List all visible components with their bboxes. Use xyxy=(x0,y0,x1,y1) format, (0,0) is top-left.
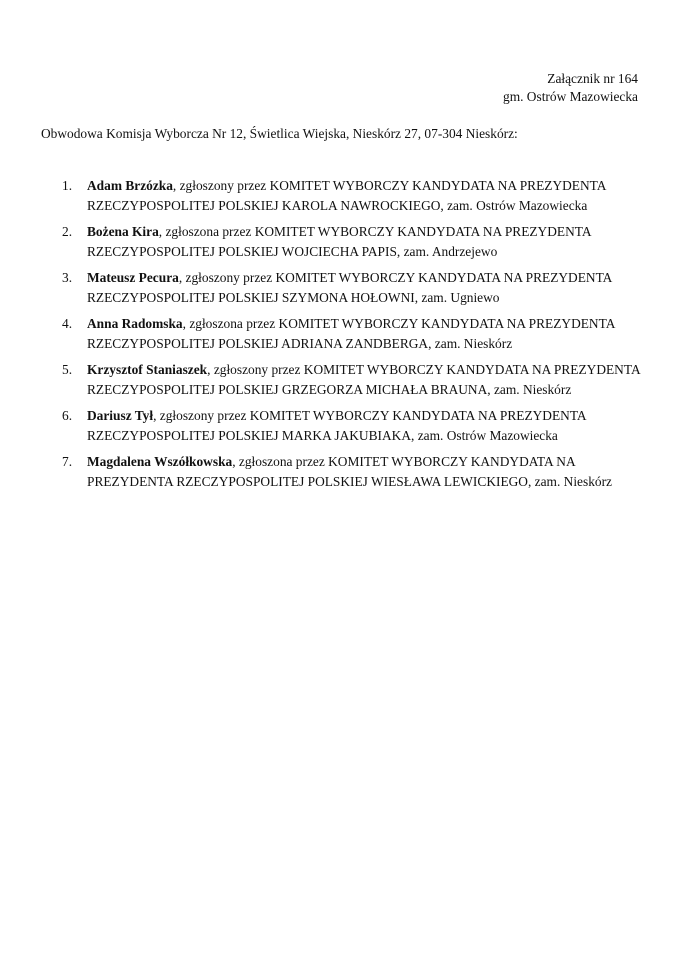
member-number: 4. xyxy=(62,316,73,331)
member-name: Krzysztof Staniaszek xyxy=(87,362,208,377)
member-number: 5. xyxy=(62,362,73,377)
member-item-5 xyxy=(41,360,641,400)
member-details: , zgłoszony przez KOMITET WYBORCZY KANDYDATA NA PREZYDENTA RZECZYPOSPOLITEJ POLSKIEJ SZYMONA HOŁOWNI, zam. Ugniewo xyxy=(87,270,612,305)
municipality: gm. Ostrów Mazowiecka xyxy=(503,89,638,104)
member-number: 1. xyxy=(62,178,73,193)
member-name: Anna Radomska xyxy=(87,316,183,331)
member-details: , zgłoszony przez KOMITET WYBORCZY KANDYDATA NA PREZYDENTA RZECZYPOSPOLITEJ POLSKIEJ MARKA JAKUBIAKA, zam. Ostrów Mazowiecka xyxy=(87,408,586,443)
member-list xyxy=(41,176,641,498)
member-details: , zgłoszona przez KOMITET WYBORCZY KANDYDATA NA PREZYDENTA RZECZYPOSPOLITEJ POLSKIEJ WIESŁAWA LEWICKIEGO, zam. Nieskórz xyxy=(87,454,612,489)
member-details: , zgłoszony przez KOMITET WYBORCZY KANDYDATA NA PREZYDENTA RZECZYPOSPOLITEJ POLSKIEJ KAROLA NAWROCKIEGO, zam. Ostrów Mazowiecka xyxy=(87,178,606,213)
member-details: , zgłoszona przez KOMITET WYBORCZY KANDYDATA NA PREZYDENTA RZECZYPOSPOLITEJ POLSKIEJ WOJCIECHA PAPIS, zam. Andrzejewo xyxy=(87,224,591,259)
member-number: 7. xyxy=(62,454,73,469)
member-entry xyxy=(87,268,641,308)
member-entry xyxy=(87,176,641,216)
member-name: Bożena Kira xyxy=(87,224,159,239)
member-item-6 xyxy=(41,406,641,446)
attachment-number: Załącznik nr 164 xyxy=(547,71,638,86)
member-name: Adam Brzózka xyxy=(87,178,173,193)
member-entry xyxy=(87,360,641,400)
member-number: 6. xyxy=(62,408,73,423)
commission-title: Obwodowa Komisja Wyborcza Nr 12, Świetlica Wiejska, Nieskórz 27, 07-304 Nieskórz: xyxy=(41,126,518,141)
member-item-1 xyxy=(41,176,641,216)
member-details: , zgłoszona przez KOMITET WYBORCZY KANDYDATA NA PREZYDENTA RZECZYPOSPOLITEJ POLSKIEJ ADRIANA ZANDBERGA, zam. Nieskórz xyxy=(87,316,615,351)
member-entry xyxy=(87,406,641,446)
member-item-2 xyxy=(41,222,641,262)
member-item-3 xyxy=(41,268,641,308)
member-number: 3. xyxy=(62,270,73,285)
member-details: , zgłoszony przez KOMITET WYBORCZY KANDYDATA NA PREZYDENTA RZECZYPOSPOLITEJ POLSKIEJ GRZEGORZA MICHAŁA BRAUNA, zam. Nieskórz xyxy=(87,362,640,397)
member-entry xyxy=(87,452,641,492)
member-name: Dariusz Tył xyxy=(87,408,154,423)
document-header xyxy=(503,70,638,106)
member-item-7 xyxy=(41,452,641,492)
member-number: 2. xyxy=(62,224,73,239)
member-name: Mateusz Pecura xyxy=(87,270,179,285)
member-item-4 xyxy=(41,314,641,354)
member-name: Magdalena Wszółkowska xyxy=(87,454,233,469)
member-entry xyxy=(87,314,641,354)
member-entry xyxy=(87,222,641,262)
